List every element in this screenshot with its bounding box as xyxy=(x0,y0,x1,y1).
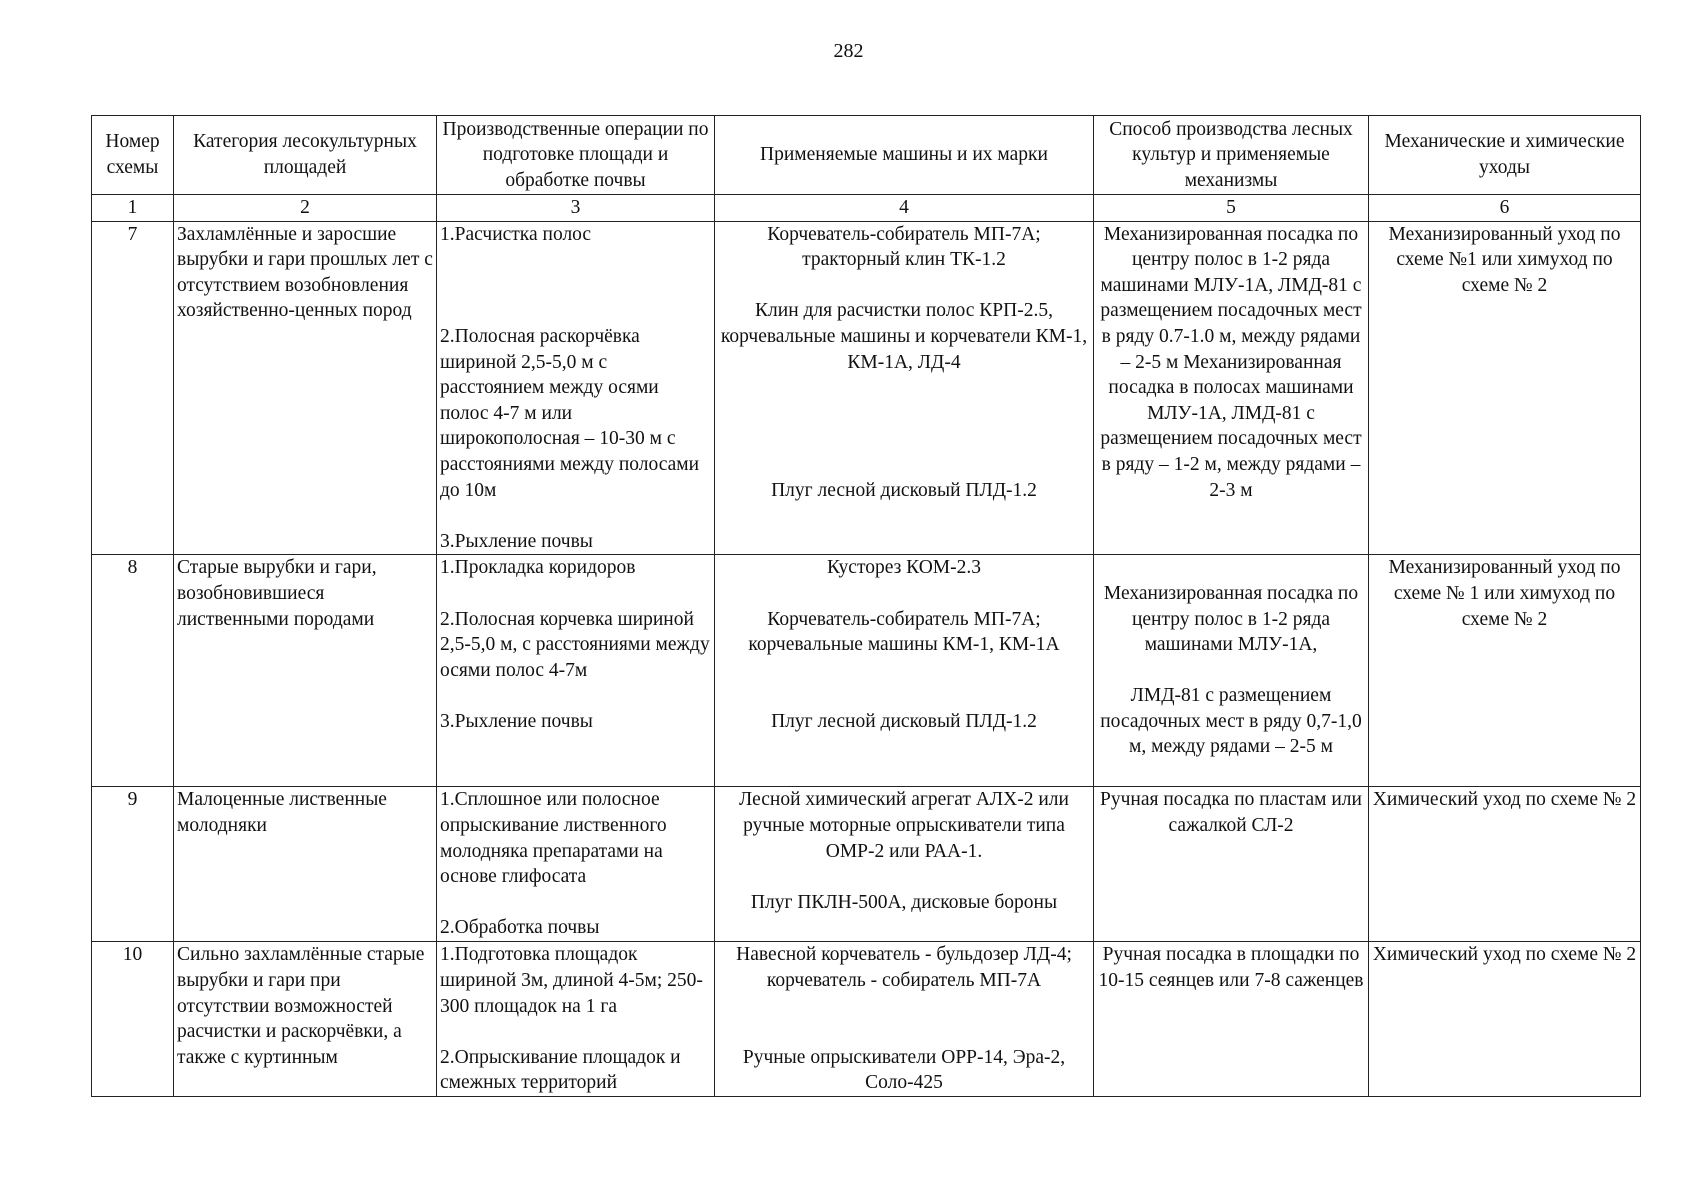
operation-item: 3.Рыхление почвы xyxy=(440,710,593,732)
area-category: Старые вырубки и гари, возобновившиеся лиственными породами xyxy=(174,555,437,787)
machine-item: Плуг лесной дисковый ПЛД-1.2 xyxy=(771,479,1037,501)
scheme-number: 7 xyxy=(92,221,174,555)
operations-cell xyxy=(437,221,715,555)
header-scheme-number: Номер схемы xyxy=(92,116,174,195)
method-item: ЛМД-81 с размещением посадочных мест в ряду 0,7-1,0 м, между рядами – 2-5 м xyxy=(1100,685,1367,758)
machine-item: Корчеватель-собиратель МП-7А; тракторный клин ТК-1.2 xyxy=(767,223,1046,271)
machines-cell xyxy=(715,221,1094,555)
machine-item: Кусторез КОМ-2.3 xyxy=(827,557,981,579)
care-cell: Механизированный уход по схеме № 1 или химуход по схеме № 2 xyxy=(1369,555,1641,787)
table-row xyxy=(92,555,1641,787)
method-item: Механизированная посадка по центру полос в 1-2 ряда машинами МЛУ-1А, xyxy=(1103,582,1363,656)
machines-cell xyxy=(715,787,1094,942)
method-cell xyxy=(1094,555,1369,787)
scheme-number: 8 xyxy=(92,555,174,787)
operation-item: 2.Полосная корчевка шириной 2,5-5,0 м, с расстояниями между осями полос 4-7м xyxy=(440,608,715,681)
header-method: Способ производства лесных культур и применяемые механизмы xyxy=(1094,116,1369,195)
machines-cell xyxy=(715,555,1094,787)
operation-item: 2.Обработка почвы xyxy=(440,917,600,939)
machine-item: Навесной корчеватель - бульдозер ЛД-4; корчеватель - собиратель МП-7А xyxy=(736,944,1077,991)
care-cell: Химический уход по схеме № 2 xyxy=(1369,942,1641,1097)
machines-cell xyxy=(715,942,1094,1097)
machine-item: Корчеватель-собиратель МП-7А; корчевальные машины КМ-1, КМ-1А xyxy=(748,608,1060,656)
machine-item: Лесной химический агрегат АЛХ-2 или ручные моторные опрыскиватели типа ОМР-2 или РАА-1. xyxy=(739,789,1074,862)
header-machines: Применяемые машины и их марки xyxy=(715,116,1094,195)
forest-culture-schemes-table xyxy=(91,115,1641,1097)
scheme-number: 9 xyxy=(92,787,174,942)
table-row xyxy=(92,942,1641,1097)
area-category: Захламлённые и заросшие вырубки и гари прошлых лет с отсутствием возобновления хозяйственно-ценных пород xyxy=(174,221,437,555)
care-cell: Механизированный уход по схеме №1 или химуход по схеме № 2 xyxy=(1369,221,1641,555)
header-row xyxy=(92,116,1641,195)
column-number: 3 xyxy=(437,195,715,222)
method-cell: Ручная посадка по пластам или сажалкой СЛ-2 xyxy=(1094,787,1369,942)
machine-item: Ручные опрыскиватели ОРР-14, Эра-2, Соло-425 xyxy=(742,1046,1071,1094)
operation-item: 3.Рыхление почвы xyxy=(440,530,593,552)
scheme-number: 10 xyxy=(92,942,174,1097)
machine-item: Плуг лесной дисковый ПЛД-1.2 xyxy=(771,710,1037,732)
header-category: Категория лесокультурных площадей xyxy=(174,116,437,195)
operations-cell xyxy=(437,555,715,787)
operation-item: 1.Прокладка коридоров xyxy=(440,557,636,579)
operation-item: 2.Полосная раскорчёвка шириной 2,5-5,0 м с расстоянием между осями полос 4-7 м или широкополосная – 10-30 м с расстояниями между полосами до 10м xyxy=(440,325,704,501)
area-category: Малоценные лиственные молодняки xyxy=(174,787,437,942)
machine-item: Плуг ПКЛН-500А, дисковые бороны xyxy=(750,891,1058,913)
column-number: 2 xyxy=(174,195,437,222)
method-cell: Механизированная посадка по центру полос в 1-2 ряда машинами МЛУ-1А, ЛМД-81 с размещением посадочных мест в ряду 0.7-1.0 м, между рядами – 2-5 м Механизированная посадка в полосах машинами МЛУ-1А, ЛМД-81 с размещением посадочных мест в ряду – 1-2 м, между рядами – 2-3 м xyxy=(1094,221,1369,555)
table-row xyxy=(92,787,1641,942)
page-number: 282 xyxy=(833,40,864,62)
header-operations: Производственные операции по подготовке площади и обработке почвы xyxy=(437,116,715,195)
operations-cell xyxy=(437,942,715,1097)
operation-item: 1.Сплошное или полосное опрыскивание лиственного молодняка препаратами на основе глифосата xyxy=(440,789,672,888)
machine-item: Клин для расчистки полос КРП-2.5, корчевальные машины и корчеватели КМ-1, КМ-1А, ЛД-4 xyxy=(720,300,1092,373)
column-number: 1 xyxy=(92,195,174,222)
operation-item: 1.Подготовка площадок шириной 3м, длиной 4-5м; 250-300 площадок на 1 га xyxy=(440,944,703,1017)
column-number-row xyxy=(92,195,1641,222)
area-category: Сильно захламлённые старые вырубки и гари при отсутствии возможностей расчистки и раскорчёвки, а также с куртинным xyxy=(174,942,437,1097)
header-care: Механические и химические уходы xyxy=(1369,116,1641,195)
care-cell: Химический уход по схеме № 2 xyxy=(1369,787,1641,942)
table-row xyxy=(92,221,1641,555)
column-number: 6 xyxy=(1369,195,1641,222)
column-number: 4 xyxy=(715,195,1094,222)
method-cell: Ручная посадка в площадки по 10-15 сеянцев или 7-8 саженцев xyxy=(1094,942,1369,1097)
operation-item: 1.Расчистка полос xyxy=(440,223,592,245)
operation-item: 2.Опрыскивание площадок и смежных территорий xyxy=(440,1046,686,1094)
column-number: 5 xyxy=(1094,195,1369,222)
operations-cell xyxy=(437,787,715,942)
